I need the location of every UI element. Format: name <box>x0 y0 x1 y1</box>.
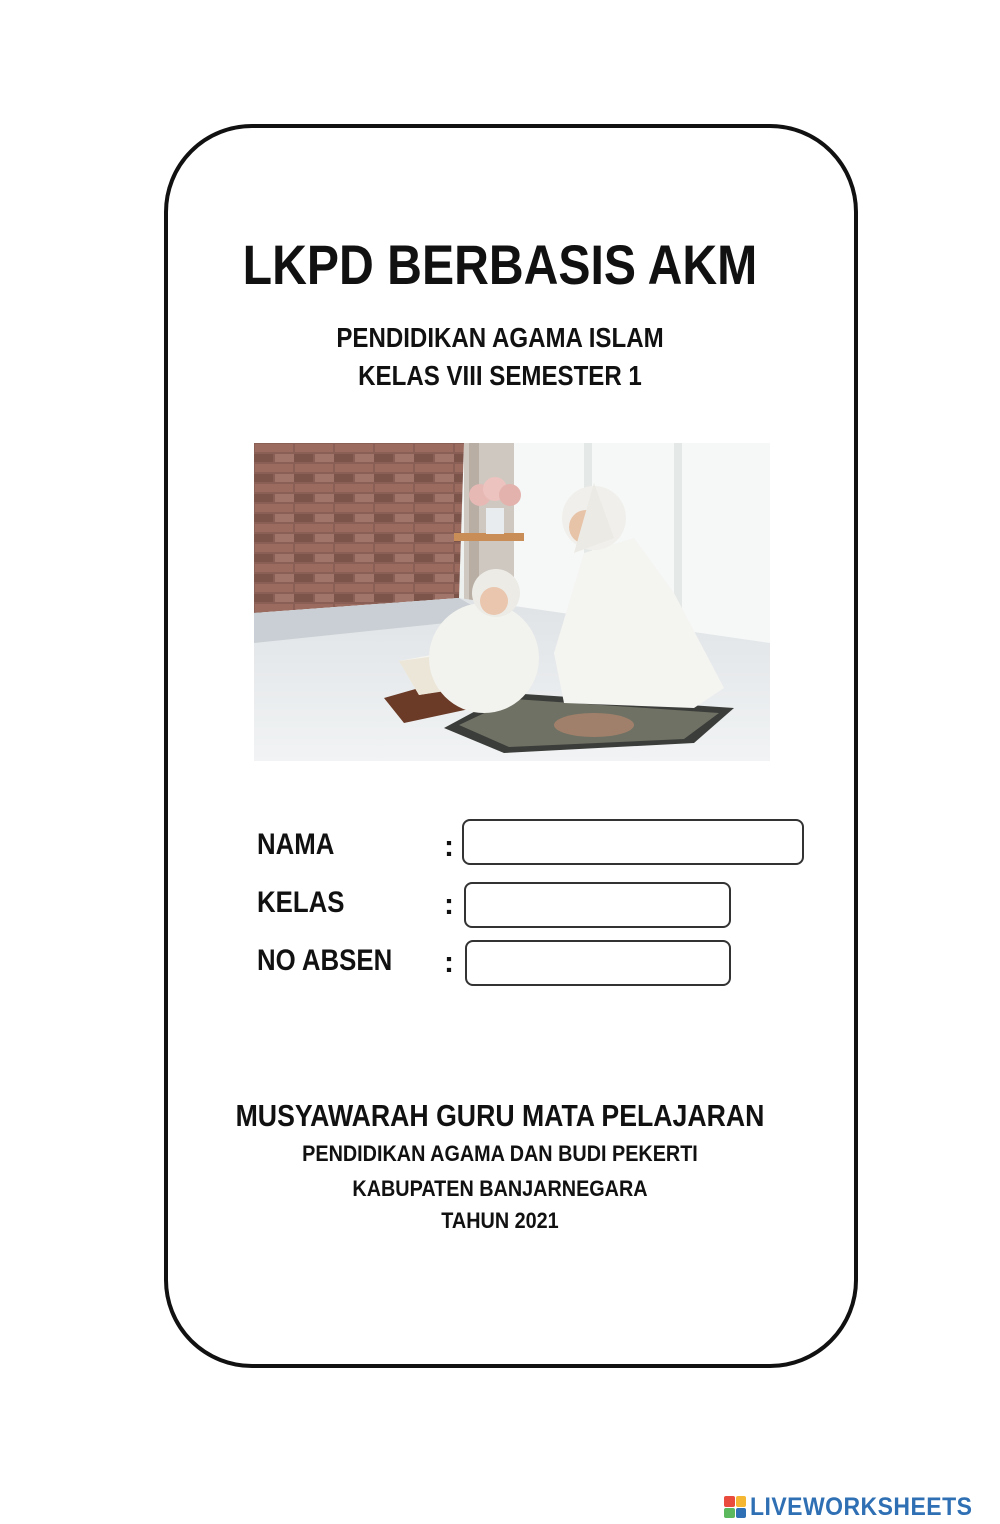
class-input[interactable] <box>464 882 731 928</box>
photo-mother-daughter-reading-quran-icon <box>254 443 770 761</box>
cover-photo <box>254 443 770 761</box>
footer-organization: MUSYAWARAH GURU MATA PELAJARAN <box>235 1098 765 1133</box>
absence-number-colon: : <box>444 946 454 979</box>
footer-year: TAHUN 2021 <box>441 1208 559 1233</box>
footer-regency: KABUPATEN BANJARNEGARA <box>352 1176 648 1201</box>
class-label: KELAS <box>257 886 345 919</box>
liveworksheets-brand[interactable] <box>724 1494 992 1520</box>
absence-number-label: NO ABSEN <box>257 944 393 977</box>
name-label: NAMA <box>257 828 335 861</box>
subject-line: PENDIDIKAN AGAMA ISLAM <box>336 322 664 353</box>
absence-number-input[interactable] <box>465 940 731 986</box>
footer-subject: PENDIDIKAN AGAMA DAN BUDI PEKERTI <box>302 1141 698 1166</box>
class-semester-line: KELAS VIII SEMESTER 1 <box>358 360 642 391</box>
class-colon: : <box>444 888 454 921</box>
liveworksheets-wordmark: LIVEWORKSHEETS <box>750 1492 973 1521</box>
worksheet-title: LKPD BERBASIS AKM <box>242 233 758 296</box>
liveworksheets-logo-icon <box>724 1496 746 1518</box>
name-colon: : <box>444 830 454 863</box>
name-input[interactable] <box>462 819 804 865</box>
